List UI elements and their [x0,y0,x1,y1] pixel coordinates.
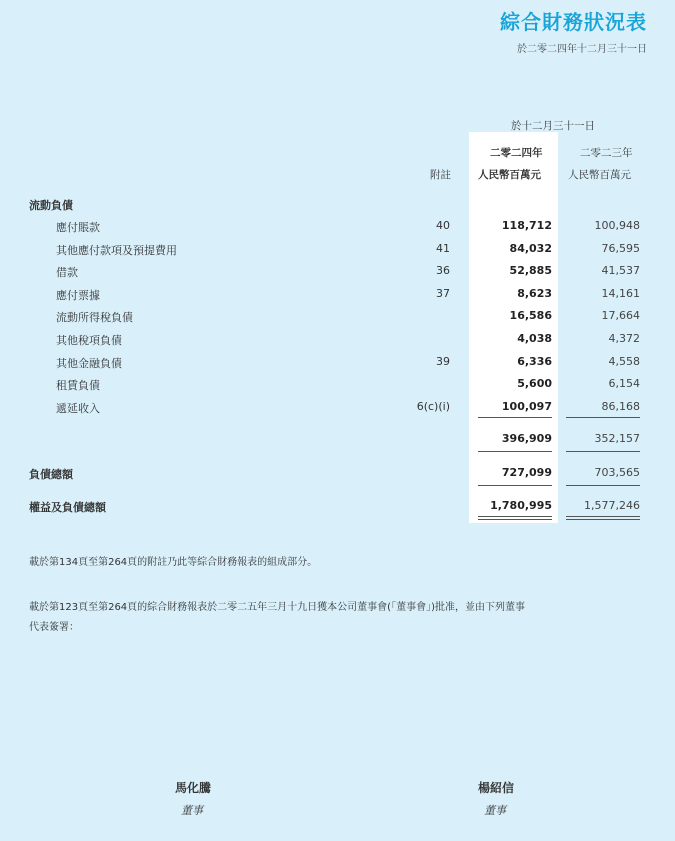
signatory-role-1: 董事 [181,804,203,817]
row-label: 遞延收入 [56,401,100,415]
row-value-2024: 8,623 [517,286,552,300]
subtotal-rule-2024 [478,451,552,452]
row-note: 36 [436,264,450,278]
signatory-name-2: 楊紹信 [478,781,515,795]
total-equity-liabilities-label: 權益及負債總額 [29,501,106,514]
row-value-2024: 100,097 [501,399,552,413]
row-label: 其他稅項負債 [56,334,122,347]
subtotal-2023: 352,157 [594,432,640,445]
col-2024-unit: 人民幣百萬元 [478,169,541,181]
total-rule-2024 [478,485,552,486]
row-value-2023: 41,537 [601,264,640,278]
row-value-2023: 76,595 [601,241,640,255]
table-row [0,287,675,309]
section-row [0,197,675,219]
total-liabilities-label: 負債總額 [29,468,73,481]
table-row [0,377,675,399]
row-value-2023: 86,168 [601,399,640,413]
total-rule-2023 [566,485,640,486]
row-label: 其他金融負債 [56,356,122,370]
row-label: 應付賬款 [56,221,100,234]
table-row [0,264,675,286]
row-value-2024: 84,032 [509,241,552,255]
note-paragraph-2-line-1: 載於第123頁至第264頁的綜合財務報表於二零二五年三月十九日獲本公司董事會(「董事會」)批准，並由下列董事 [29,602,525,613]
signatory-name-1: 馬化騰 [175,781,212,795]
row-value-2024: 4,038 [517,332,552,345]
rule-2023 [566,417,640,418]
row-note: 41 [436,241,450,255]
total-liabilities-2024: 727,099 [501,466,552,479]
row-value-2023: 6,154 [608,377,640,391]
period-header: 於十二月三十一日 [511,120,595,132]
double-rule-2024 [478,516,552,520]
row-value-2024: 52,885 [509,264,552,278]
row-note: 40 [436,219,450,232]
table-row [0,242,675,264]
table-row [0,309,675,331]
row-value-2023: 4,372 [608,332,640,345]
note-paragraph-1: 載於第134頁至第264頁的附註乃此等綜合財務報表的組成部分。 [29,557,318,568]
total-equity-liabilities-2024: 1,780,995 [490,499,552,512]
col-2023-year: 二零二三年 [580,147,633,159]
col-2024-year: 二零二四年 [490,147,543,159]
page-title: 綜合財務狀況表 [500,10,647,34]
row-value-2023: 17,664 [601,309,640,323]
row-label: 借款 [56,266,78,280]
table-row [0,332,675,354]
row-label: 其他應付款項及預提費用 [56,243,177,257]
double-rule-2023 [566,516,640,520]
row-label: 流動所得稅負債 [56,311,133,325]
page-subtitle: 於二零二四年十二月三十一日 [517,44,647,55]
row-label: 應付票據 [56,288,100,302]
row-value-2023: 100,948 [594,219,640,232]
signatory-role-2: 董事 [484,804,506,817]
table-row [0,355,675,377]
col-note-header: 附註 [430,169,451,181]
total-liabilities-2023: 703,565 [594,466,640,479]
col-2023-unit: 人民幣百萬元 [568,169,631,181]
note-paragraph-2-line-2: 代表簽署： [29,622,79,633]
row-label: 租賃負債 [56,379,100,393]
row-value-2023: 4,558 [608,354,640,368]
table-row [0,400,675,422]
rule-2024 [478,417,552,418]
row-note: 39 [436,354,450,368]
table-row [0,219,675,241]
row-value-2024: 118,712 [501,219,552,232]
row-note: 6(c)(i) [416,399,450,413]
section-current-liabilities: 流動負債 [29,199,73,212]
row-value-2024: 6,336 [517,354,552,368]
row-note: 37 [436,286,450,300]
note-paragraph-2 [29,598,649,638]
row-value-2023: 14,161 [601,286,640,300]
row-value-2024: 16,586 [509,309,552,323]
total-equity-liabilities-2023: 1,577,246 [584,499,640,512]
subtotal-2024: 396,909 [501,432,552,445]
row-value-2024: 5,600 [517,377,552,391]
subtotal-rule-2023 [566,451,640,452]
